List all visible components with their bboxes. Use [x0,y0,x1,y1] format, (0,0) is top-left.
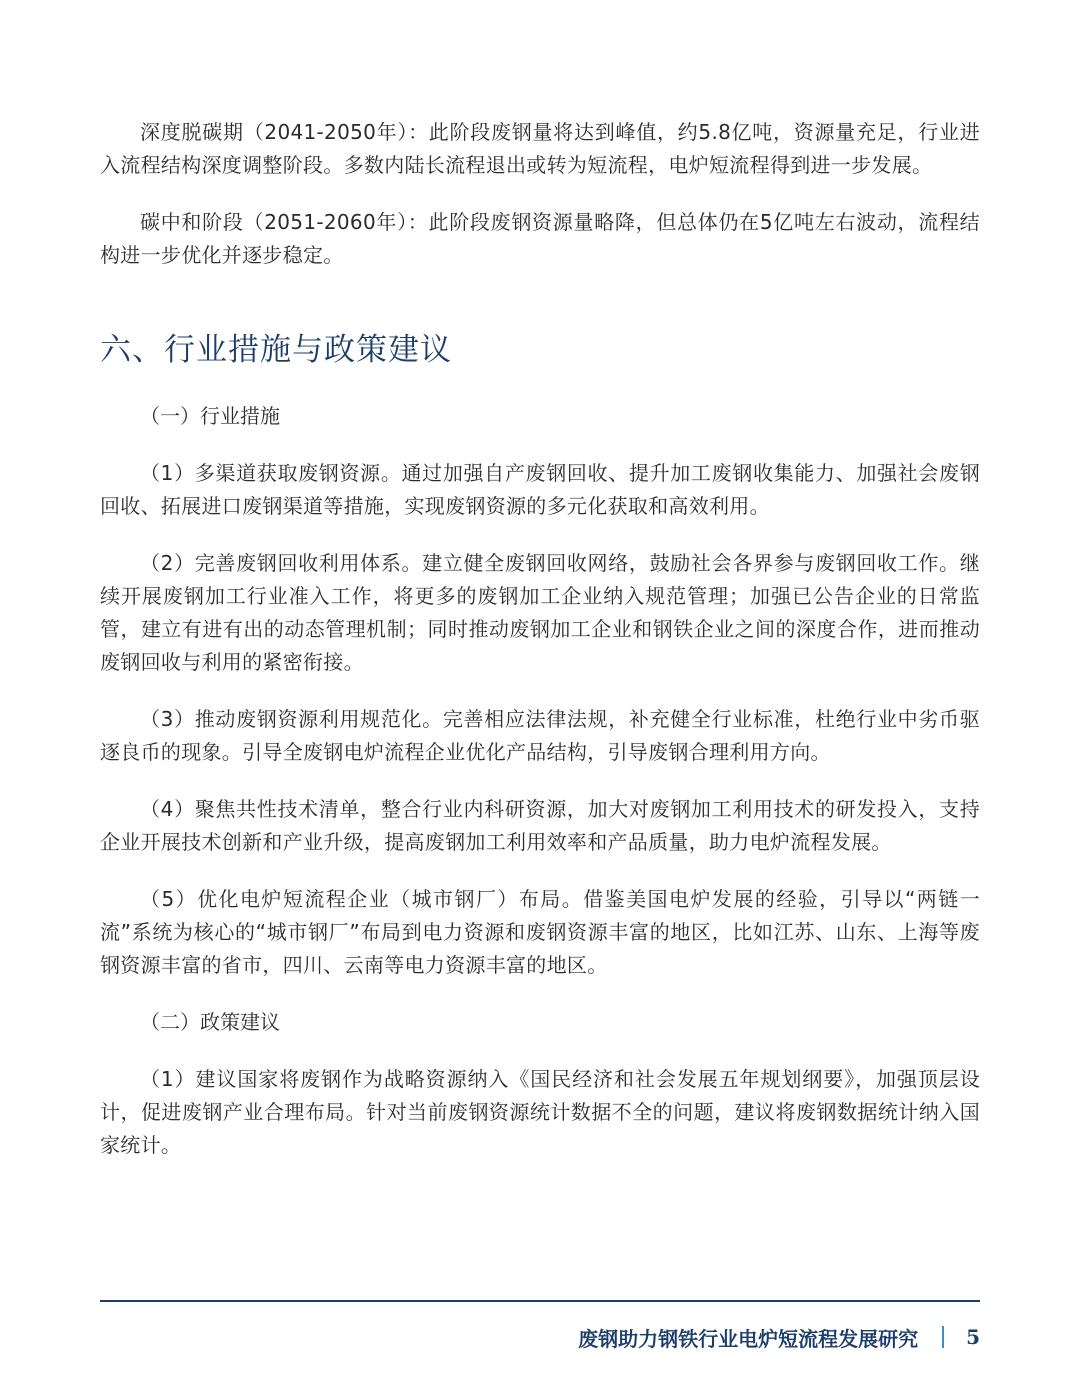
paragraph-deep-decarbonization: 深度脱碳期（2041-2050年）：此阶段废钢量将达到峰值，约5.8亿吨，资源量充足，行业进入流程结构深度调整阶段。多数内陆长流程退出或转为短流程，电炉短流程得到进一步发展。 [100,120,980,177]
page-content [100,116,980,1162]
industry-item-2: （2）完善废钢回收利用体系。建立健全废钢回收网络，鼓励社会各界参与废钢回收工作。继续开展废钢加工行业准入工作，将更多的废钢加工企业纳入规范管理；加强已公告企业的日常监管，建立有进有出的动态管理机制；同时推动废钢加工企业和钢铁企业之间的深度合作，进而推动废钢回收与利用的紧密衔接。 [100,551,980,674]
industry-item-3: （3）推动废钢资源利用规范化。完善相应法律法规，补充健全行业标准，杜绝行业中劣币驱逐良币的现象。引导全废钢电炉流程企业优化产品结构，引导废钢合理利用方向。 [100,707,980,764]
industry-item-4: （4）聚焦共性技术清单，整合行业内科研资源，加大对废钢加工利用技术的研发投入，支持企业开展技术创新和产业升级，提高废钢加工利用效率和产品质量，助力电炉流程发展。 [100,797,980,854]
footer-divider [100,1300,980,1302]
footer-report-title: 废钢助力钢铁行业电炉短流程发展研究 [578,1326,919,1351]
footer-separator [942,1326,944,1348]
page-number: 5 [966,1325,980,1349]
page-footer [578,1322,980,1352]
industry-item-5: （5）优化电炉短流程企业（城市钢厂）布局。借鉴美国电炉发展的经验，引导以“两链一流”系统为核心的“城市钢厂”布局到电力资源和废钢资源丰富的地区，比如江苏、山东、上海等废钢资源丰富的省市，四川、云南等电力资源丰富的地区。 [100,887,980,977]
section-title: 六、行业措施与政策建议 [100,332,452,368]
policy-item-1: （1）建议国家将废钢作为战略资源纳入《国民经济和社会发展五年规划纲要》，加强顶层设计，促进废钢产业合理布局。针对当前废钢资源统计数据不全的问题，建议将废钢数据统计纳入国家统计。 [100,1067,980,1157]
industry-measures-heading: （一）行业措施 [140,404,280,428]
paragraph-carbon-neutral: 碳中和阶段（2051-2060年）：此阶段废钢资源量略降，但总体仍在5亿吨左右波动，流程结构进一步优化并逐步稳定。 [100,210,980,267]
policy-suggestions-heading: （二）政策建议 [140,1010,280,1034]
industry-item-1: （1）多渠道获取废钢资源。通过加强自产废钢回收、提升加工废钢收集能力、加强社会废钢回收、拓展进口废钢渠道等措施，实现废钢资源的多元化获取和高效利用。 [100,461,980,518]
